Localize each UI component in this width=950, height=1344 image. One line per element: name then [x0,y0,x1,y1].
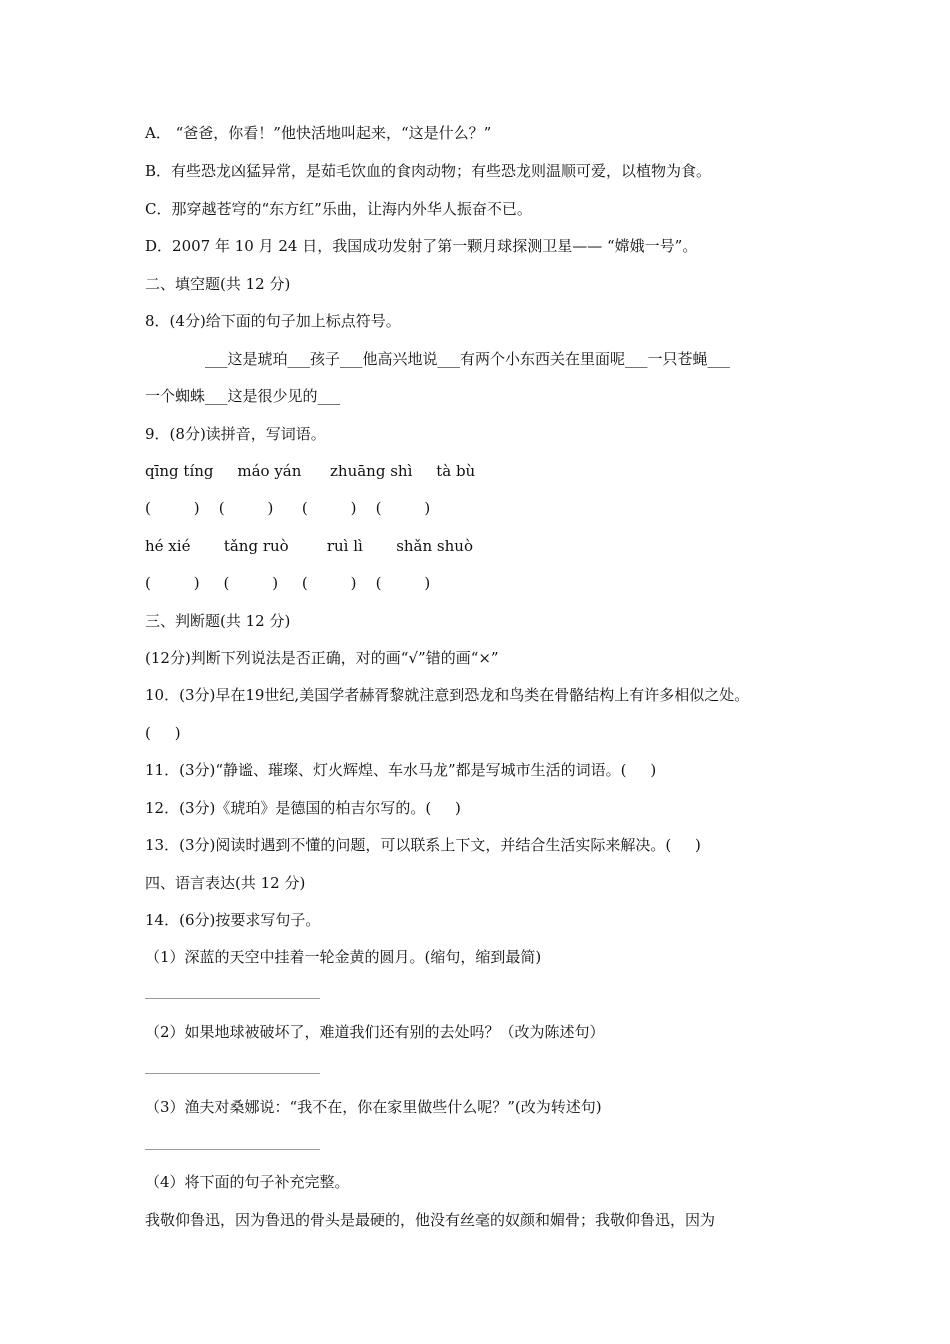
question-14-part-1: （1）深蓝的天空中挂着一轮金黄的圆月。(缩句，缩到最简) [145,948,542,966]
question-14-part-2: （2）如果地球被破坏了，难道我们还有别的去处吗？（改为陈述句） [145,1023,605,1041]
section-4-title: 四、语言表达(共 12 分) [145,874,306,892]
question-11: 11．(3分)“静谧、璀璨、灯火辉煌、车水马龙”都是写城市生活的词语。( ) [145,761,657,779]
answer-blanks-row-2: ( ) ( ) ( ) ( ) [145,574,431,592]
question-10-answer: ( ) [145,724,181,742]
answer-blanks-row-1: ( ) ( ) ( ) ( ) [145,499,431,517]
question-13: 13．(3分)阅读时遇到不懂的问题，可以联系上下文，并结合生活实际来解决。( ) [145,836,701,854]
section-3-title: 三、判断题(共 12 分) [145,612,291,630]
option-b: B．有些恐龙凶猛异常，是茹毛饮血的食肉动物；有些恐龙则温顺可爱，以植物为食。 [145,162,712,180]
question-8-line-2: 一个蜘蛛___这是很少见的___ [145,387,341,405]
question-10: 10．(3分)早在19世纪,美国学者赫胥黎就注意到恐龙和鸟类在骨骼结构上有许多相似之处。 [145,686,750,704]
pinyin-row-1: qīng tíng máo yán zhuāng shì tà bù [145,462,476,480]
option-c: C．那穿越苍穹的“东方红”乐曲，让海内外华人振奋不已。 [145,200,532,218]
question-14-part-3: （3）渔夫对桑娜说：“我不在，你在家里做些什么呢？”(改为转述句) [145,1098,602,1116]
question-12: 12．(3分)《琥珀》是德国的柏吉尔写的。( ) [145,799,461,817]
answer-line-3 [145,1149,320,1150]
option-d: D．2007 年 10 月 24 日，我国成功发射了第一颗月球探测卫星—— “嫦娥一号”。 [145,237,698,255]
question-8-prompt: 8．(4分)给下面的句子加上标点符号。 [145,312,401,330]
question-14-part-4-text: 我敬仰鲁迅，因为鲁迅的骨头是最硬的，他没有丝毫的奴颜和媚骨；我敬仰鲁迅，因为 [145,1211,716,1229]
section-2-title: 二、填空题(共 12 分) [145,275,291,293]
option-a: A． “爸爸，你看！”他快活地叫起来，“这是什么？” [145,124,492,142]
answer-line-2 [145,1073,320,1074]
question-14-part-4: （4）将下面的句子补充完整。 [145,1173,350,1191]
section-3-instruction: (12分)判断下列说法是否正确，对的画“√”错的画“×” [145,649,499,667]
pinyin-row-2: hé xié tǎng ruò ruì lì shǎn shuò [145,537,473,555]
question-14-prompt: 14．(6分)按要求写句子。 [145,911,321,929]
answer-line-1 [145,998,320,999]
question-9-prompt: 9．(8分)读拼音，写词语。 [145,425,326,443]
question-8-line-1: ___这是琥珀___孩子___他高兴地说___有两个小东西关在里面呢___一只苍蝇___ [205,350,731,368]
